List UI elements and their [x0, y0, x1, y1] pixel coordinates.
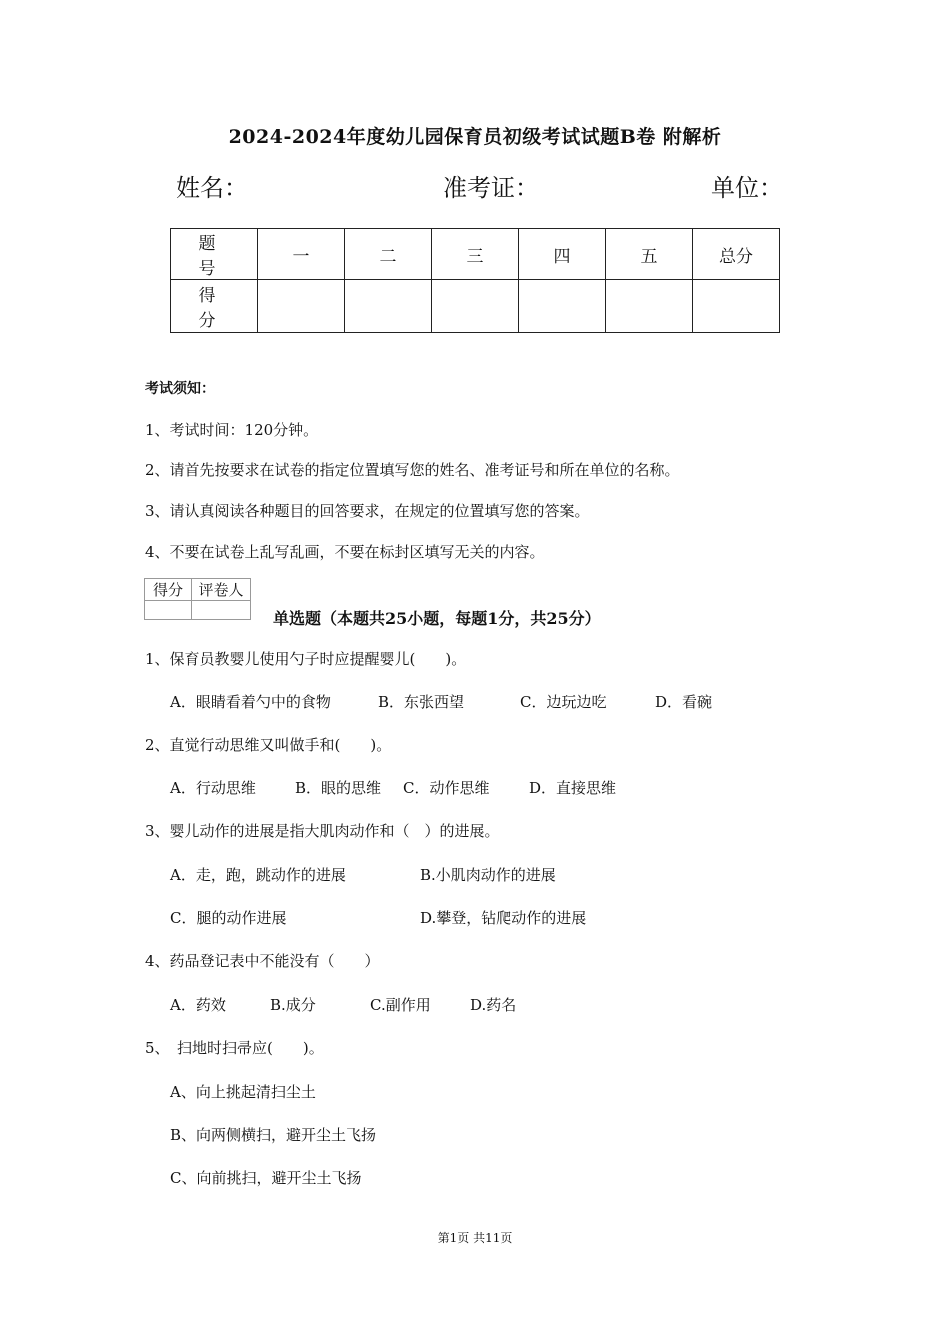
option-2b: B．眼的思维 [295, 779, 382, 797]
score-table-header-1: 一 [258, 229, 345, 280]
page-footer: 第1页 共11页 [437, 1231, 513, 1245]
grader-reviewer-cell [192, 601, 251, 620]
option-4c: C.副作用 [370, 996, 431, 1014]
score-cell [345, 280, 432, 333]
option-2a: A．行动思维 [170, 779, 256, 797]
score-cell [606, 280, 693, 333]
option-5b: B、向两侧横扫，避开尘土飞扬 [170, 1126, 377, 1144]
grader-score-cell [145, 601, 192, 620]
unit-field-label: 单位： [711, 174, 783, 202]
option-4d: D.药名 [470, 996, 517, 1014]
note-item: 4、不要在试卷上乱写乱画，不要在标封区填写无关的内容。 [145, 543, 545, 561]
score-table-header-label: 题 号 [171, 229, 258, 280]
option-3d: D.攀登，钻爬动作的进展 [420, 909, 587, 927]
question-4: 4、药品登记表中不能没有（ ） [145, 952, 380, 970]
option-1c: C．边玩边吃 [520, 693, 607, 711]
score-cell [693, 280, 780, 333]
score-table [170, 228, 780, 333]
note-item: 3、请认真阅读各种题目的回答要求，在规定的位置填写您的答案。 [145, 502, 590, 520]
question-5: 5、 扫地时扫帚应( )。 [145, 1039, 324, 1057]
option-4b: B.成分 [270, 996, 316, 1014]
score-table-header-2: 二 [345, 229, 432, 280]
option-3a: A．走，跑，跳动作的进展 [170, 866, 346, 884]
notes-heading: 考试须知： [145, 381, 215, 397]
grader-box [144, 578, 251, 620]
name-field-label: 姓名： [176, 174, 248, 202]
option-3c: C．腿的动作进展 [170, 909, 287, 927]
score-table-header-4: 四 [519, 229, 606, 280]
score-table-header-total: 总分 [693, 229, 780, 280]
grader-score-label: 得分 [145, 579, 192, 601]
document-title: 2024-2024年度幼儿园保育员初级考试试题B卷 附解析 [228, 126, 722, 148]
option-4a: A．药效 [170, 996, 226, 1014]
note-item: 1、考试时间：120分钟。 [145, 421, 319, 439]
option-1b: B．东张西望 [378, 693, 465, 711]
score-table-header-row [171, 229, 780, 280]
option-5a: A、向上挑起清扫尘土 [170, 1083, 316, 1101]
score-table-score-label: 得 分 [171, 280, 258, 333]
score-cell [258, 280, 345, 333]
score-cell [519, 280, 606, 333]
note-item: 2、请首先按要求在试卷的指定位置填写您的姓名、准考证号和所在单位的名称。 [145, 461, 680, 479]
option-2d: D．直接思维 [529, 779, 617, 797]
question-1: 1、保育员教婴儿使用勺子时应提醒婴儿( )。 [145, 650, 467, 668]
score-table-header-5: 五 [606, 229, 693, 280]
question-3: 3、婴儿动作的进展是指大肌肉动作和（ ）的进展。 [145, 822, 500, 840]
score-table-header-3: 三 [432, 229, 519, 280]
question-2: 2、直觉行动思维又叫做手和( )。 [145, 736, 392, 754]
option-1a: A．眼睛看着勺中的食物 [170, 693, 331, 711]
exam-number-field-label: 准考证： [443, 174, 539, 202]
score-table-score-row [171, 280, 780, 333]
option-1d: D．看碗 [655, 693, 713, 711]
option-2c: C．动作思维 [403, 779, 490, 797]
score-cell [432, 280, 519, 333]
option-5c: C、向前挑扫，避开尘土飞扬 [170, 1169, 362, 1187]
grader-reviewer-label: 评卷人 [192, 579, 251, 601]
section-title: 单选题（本题共25小题，每题1分，共25分） [273, 609, 601, 628]
option-3b: B.小肌肉动作的进展 [420, 866, 556, 884]
